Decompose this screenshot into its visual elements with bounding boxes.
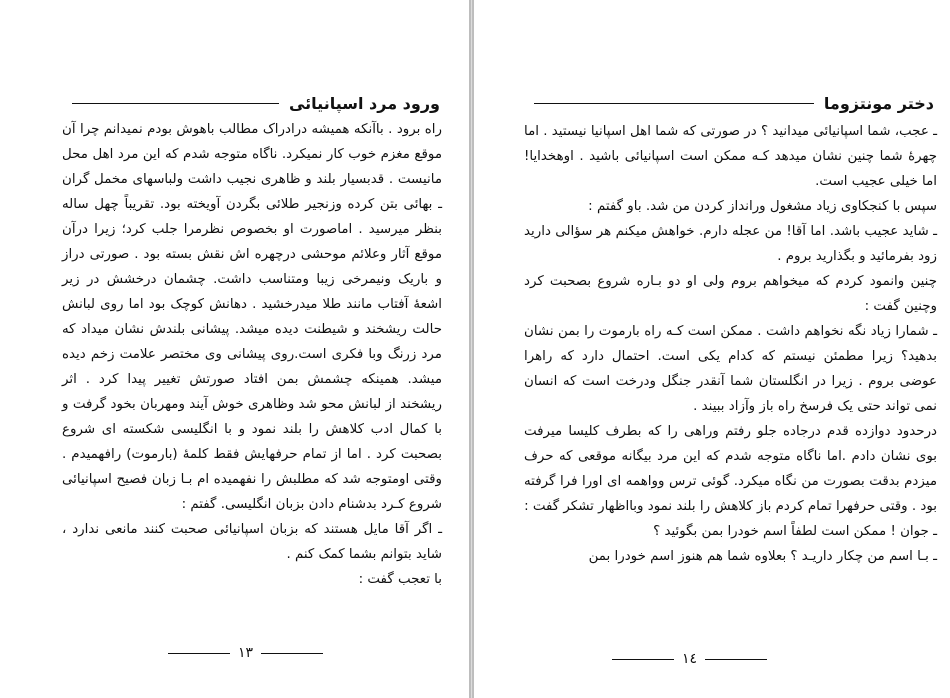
paragraph: ـ شمارا زیاد نگه نخواهم داشت . ممکن است کـه راه بارموت را بمن نشان بدهید؟ زیرا مطمئن نیستم که کدام یکی است. احتمال دارد که راهرا عوضی بروم . زیرا در انگلستان شما آنقدر جنگل ودرخت است که انسان نمی تواند حتی یک فرسخ راه باز وآزاد ببیند .	[524, 324, 937, 414]
footer-rule	[168, 653, 230, 654]
paragraph: ـ اگر آقا مایل هستند که بزبان اسپانیائی صحبت کنند مانعی ندارد ، شاید بتوانم بشما کمک کنم .	[62, 522, 442, 562]
right-page-body	[524, 119, 937, 569]
right-page	[473, 0, 950, 698]
footer-rule	[261, 653, 323, 654]
left-page-header	[62, 90, 440, 116]
paragraph: ـ شاید عجیب باشد. اما آقا! من عجله دارم. خواهش میکنم هر سؤالی دارید زود بفرمائید و بگذارید بروم .	[524, 224, 937, 264]
left-page-number: ۱۳	[238, 645, 254, 661]
footer-rule	[705, 659, 767, 660]
paragraph: درحدود دوازده قدم درجاده جلو رفتم وراهی را که بطرف کلیسا میرفت بوی نشان دادم .اما ناگاه متوجه شدم که این مرد بیگانه موقعی که حرف میزدم بدقت بصورت من نگاه میکرد. گوئی ترس وواهمه ای اورا فرا گرفته بود . وقتی حرفهرا تمام کردم باز کلاهش را بلند نمود وبااظهار تشکر گفت :	[524, 424, 937, 514]
paragraph: ـ جوان ! ممکن است لطفاً اسم خودرا بمن بگوئید ؟	[653, 524, 937, 539]
left-page-footer	[168, 645, 323, 661]
left-page-body	[62, 117, 442, 592]
left-page	[0, 0, 470, 698]
right-page-footer	[612, 651, 767, 667]
footer-rule	[612, 659, 674, 660]
left-page-title: ورود مرد اسپانیائی	[288, 93, 440, 113]
paragraph: ـ عجب، شما اسپانیائی میدانید ؟ در صورتی که شما اهل اسپانیا نیستید . اما چهرهٔ شما چنین نشان میدهد کـه ممکن است اسپانیائی باشید . اوهخدایا! اما خیلی عجیب است.	[524, 124, 937, 189]
right-page-number: ۱٤	[682, 651, 698, 667]
paragraph: راه برود . باآنکه همیشه درادراک مطالب باهوش بودم نمیدانم چرا آن موقع مغزم خوب کار نمیکرد. ناگاه متوجه شدم که این مرد اهل محل مانیست . قدبسیار بلند و ظاهری نجیب داشت ولباسهای مخمل گران ـ بهائی بتن کرده وزنجیر طلائی بگردن آویخته بود. تقریباً چهل ساله بنظر میرسید . اماصورت او بخصوص نظرمرا جلب کرد؛ زیرا درآن موقع آثار وعلائم موحشی درچهره اش نقش بسته بود . صورتی دراز و باریک ونیمرخی زیبا ومتناسب داشت. چشمان درخشش در زیر اشعهٔ آفتاب مانند طلا میدرخشید . دهانش کوچک بود اما روی لبانش حالت ریشخند و شیطنت دیده میشد. پیشانی بلندش نشان میداد که مرد زرنگ وبا فکری است.روی پیشانی وی مختصر علامت زخم دیده میشد. همینکه چشمش بمن افتاد صورتش تغییر پیدا کرد . اثر ریشخند از لبانش محو شد وظاهری خوش آیند ومهربان بخود گرفت و با کمال ادب کلاهش را بلند نمود و با انگلیسی شکسته ای شروع بصحبت کرد . اما از تمام حرفهایش فقط کلمهٔ (بارموت) رافهمیدم . وقتی اومتوجه شد که مطلبش را نفهمیده ام بـا زبان فصیح اسپانیائی شروع کـرد بدشنام دادن بزبان انگلیسی. گفتم :	[62, 122, 442, 512]
paragraph: چنین وانمود کردم که میخواهم بروم ولی او دو بـاره شروع بصحبت کرد وچنین گفت :	[524, 274, 937, 314]
paragraph: ـ بـا اسم من چکار داریـد ؟ بعلاوه شما هم هنوز اسم خودرا بمن	[588, 549, 937, 564]
header-rule	[72, 103, 279, 104]
paragraph: با تعجب گفت :	[358, 572, 442, 587]
right-page-header	[524, 90, 934, 116]
right-page-title: دختر مونتزوما	[823, 93, 934, 113]
paragraph: سپس با کنجکاوی زیاد مشغول ورانداز کردن من شد. باو گفتم :	[588, 199, 937, 214]
header-rule	[534, 103, 814, 104]
